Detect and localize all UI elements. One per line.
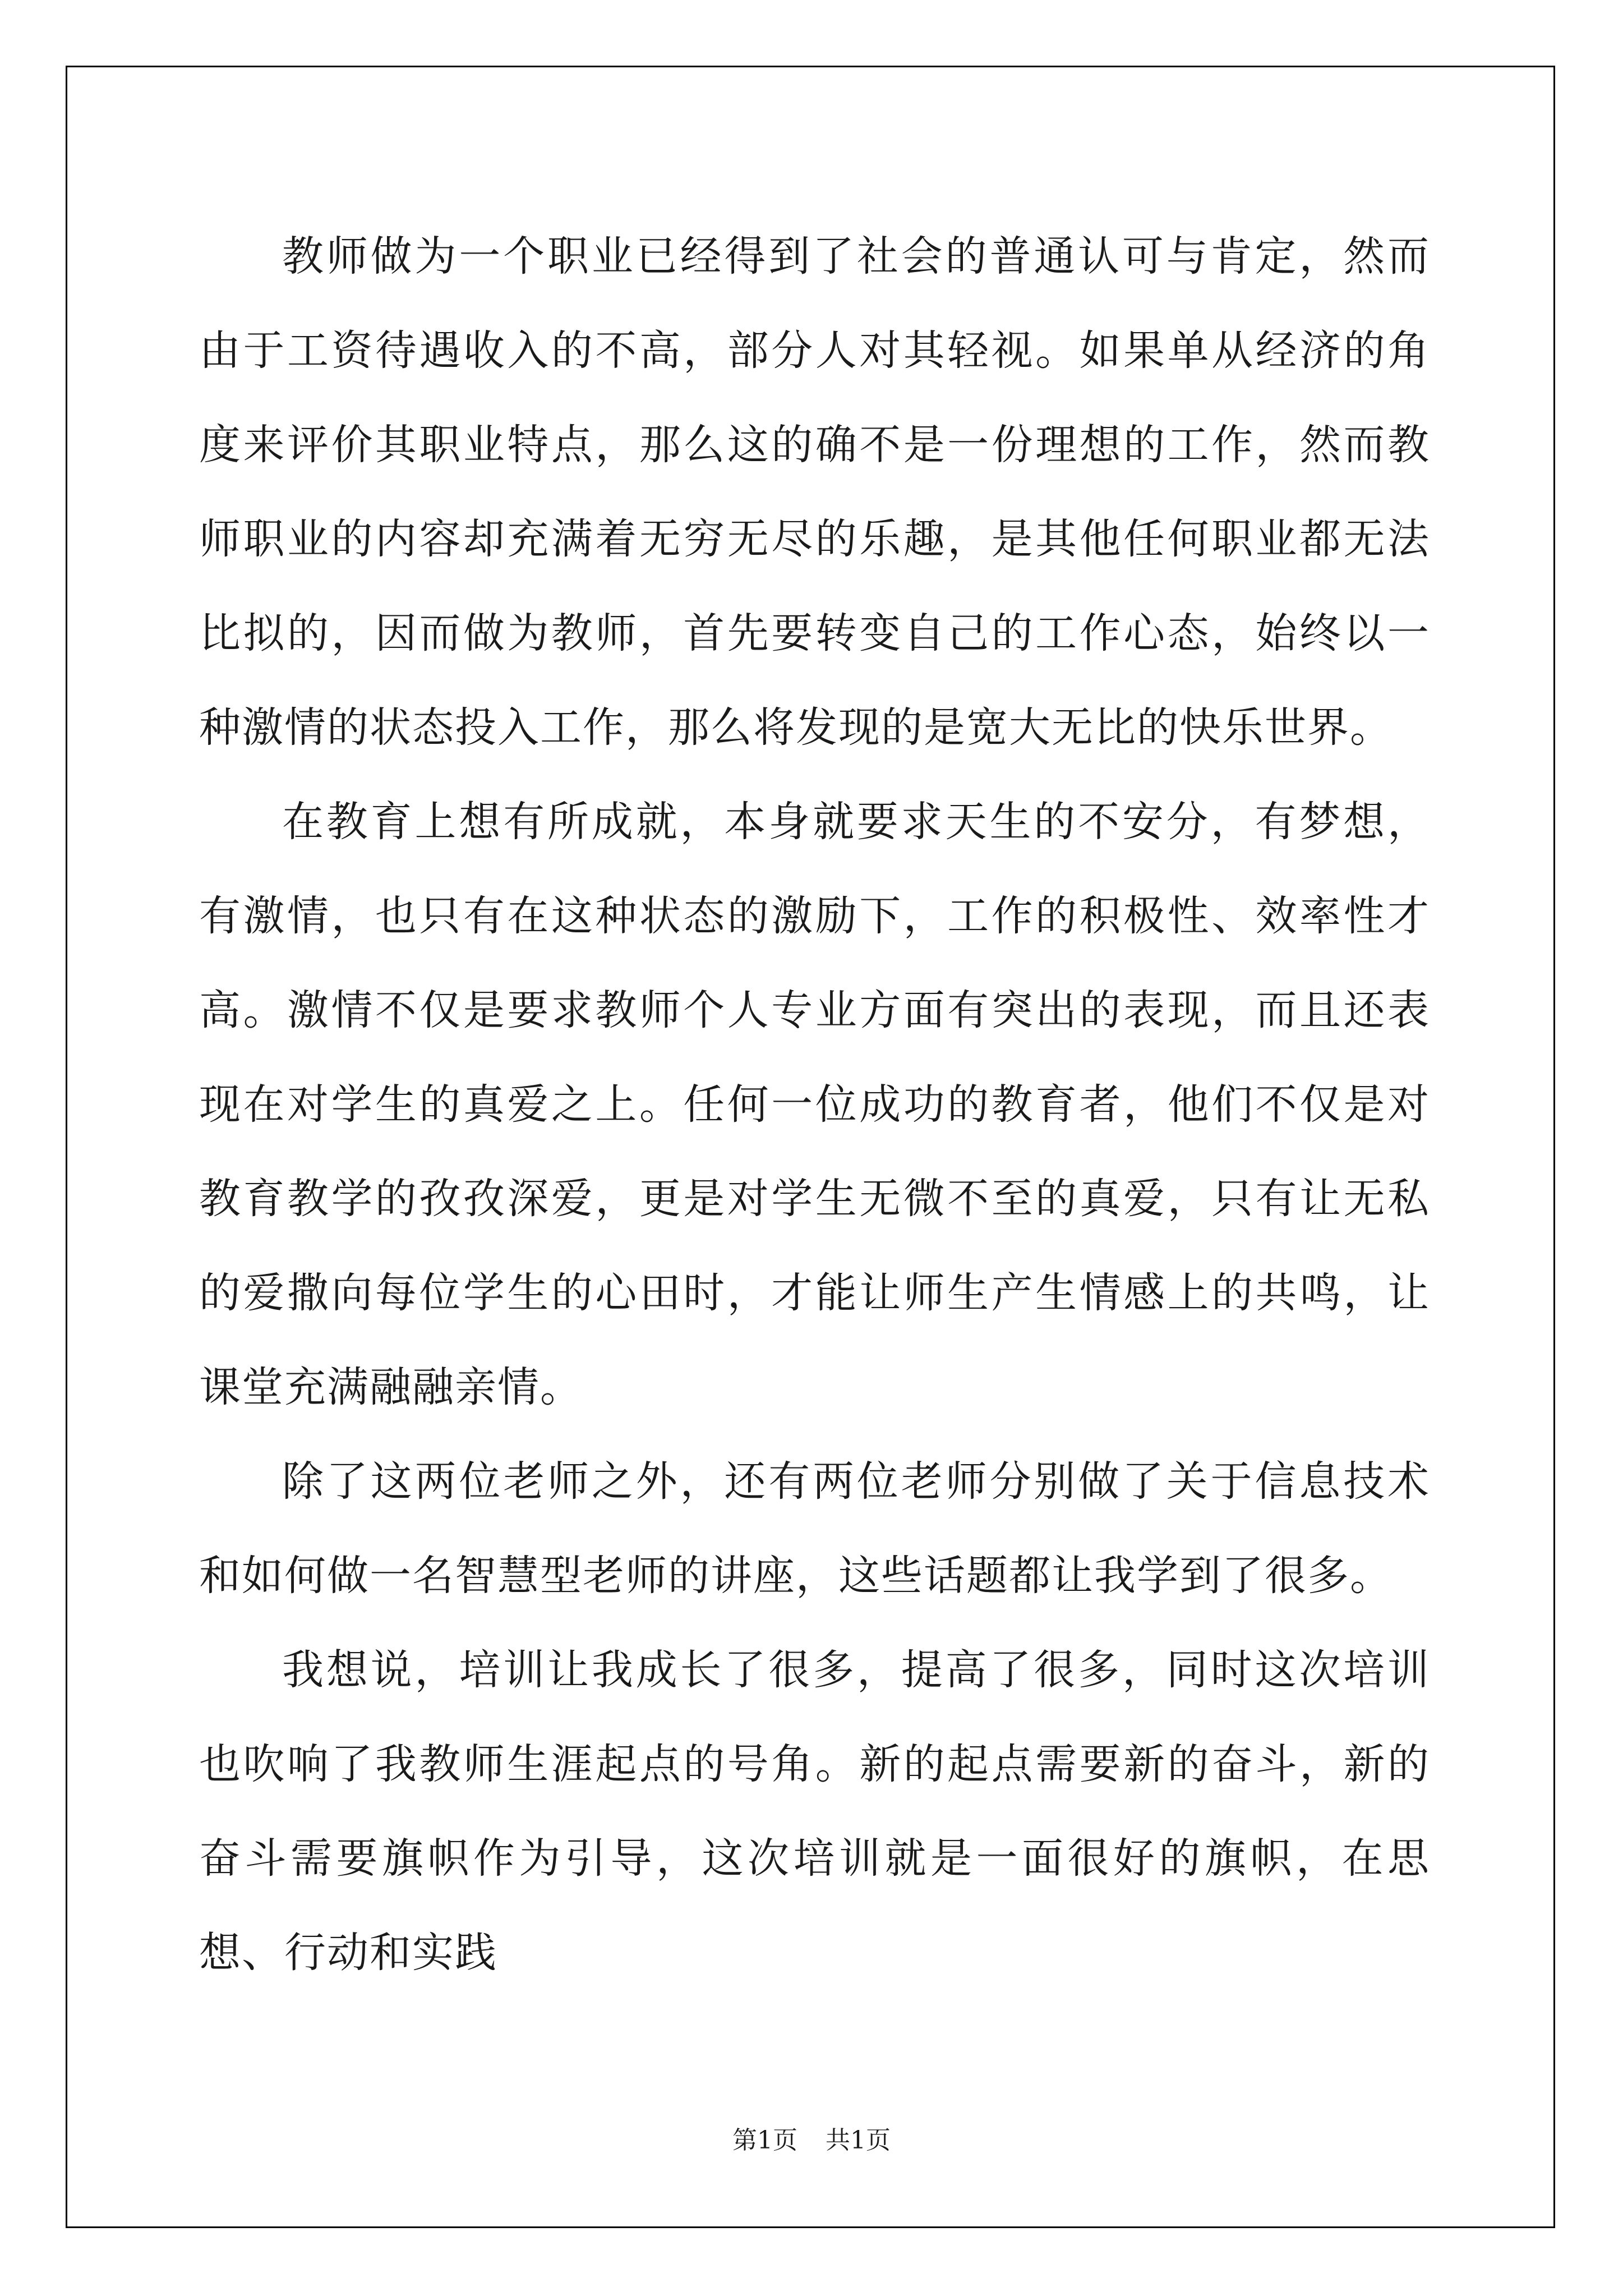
page-footer [0, 2125, 1623, 2156]
paragraph: 在教育上想有所成就，本身就要求天生的不安分，有梦想，有激情，也只有在这种状态的激励下，工作的积极性、效率性才高。激情不仅是要求教师个人专业方面有突出的表现，而且还表现在对学生的真爱之上。任何一位成功的教育者，他们不仅是对教育教学的孜孜深爱，更是对学生无微不至的真爱，只有让无私的爱撒向每位学生的心田时，才能让师生产生情感上的共鸣，让课堂充满融融亲情。 [199, 798, 1430, 1411]
page-number: 第1页 [732, 2126, 797, 2155]
paragraph: 除了这两位老师之外，还有两位老师分别做了关于信息技术和如何做一名智慧型老师的讲座，这些话题都让我学到了很多。 [199, 1457, 1430, 1600]
paragraph: 我想说，培训让我成长了很多，提高了很多，同时这次培训也吹响了我教师生涯起点的号角。新的起点需要新的奋斗，新的奋斗需要旗帜作为引导，这次培训就是一面很好的旗帜，在思想、行动和实践 [199, 1646, 1430, 1977]
document-body [199, 209, 1430, 2000]
page-total: 共1页 [826, 2126, 891, 2155]
paragraph: 教师做为一个职业已经得到了社会的普通认可与肯定，然而由于工资待遇收入的不高，部分人对其轻视。如果单从经济的角度来评价其职业特点，那么这的确不是一份理想的工作，然而教师职业的内容却充满着无穷无尽的乐趣，是其他任何职业都无法比拟的，因而做为教师，首先要转变自己的工作心态，始终以一种激情的状态投入工作，那么将发现的是宽大无比的快乐世界。 [199, 232, 1430, 752]
